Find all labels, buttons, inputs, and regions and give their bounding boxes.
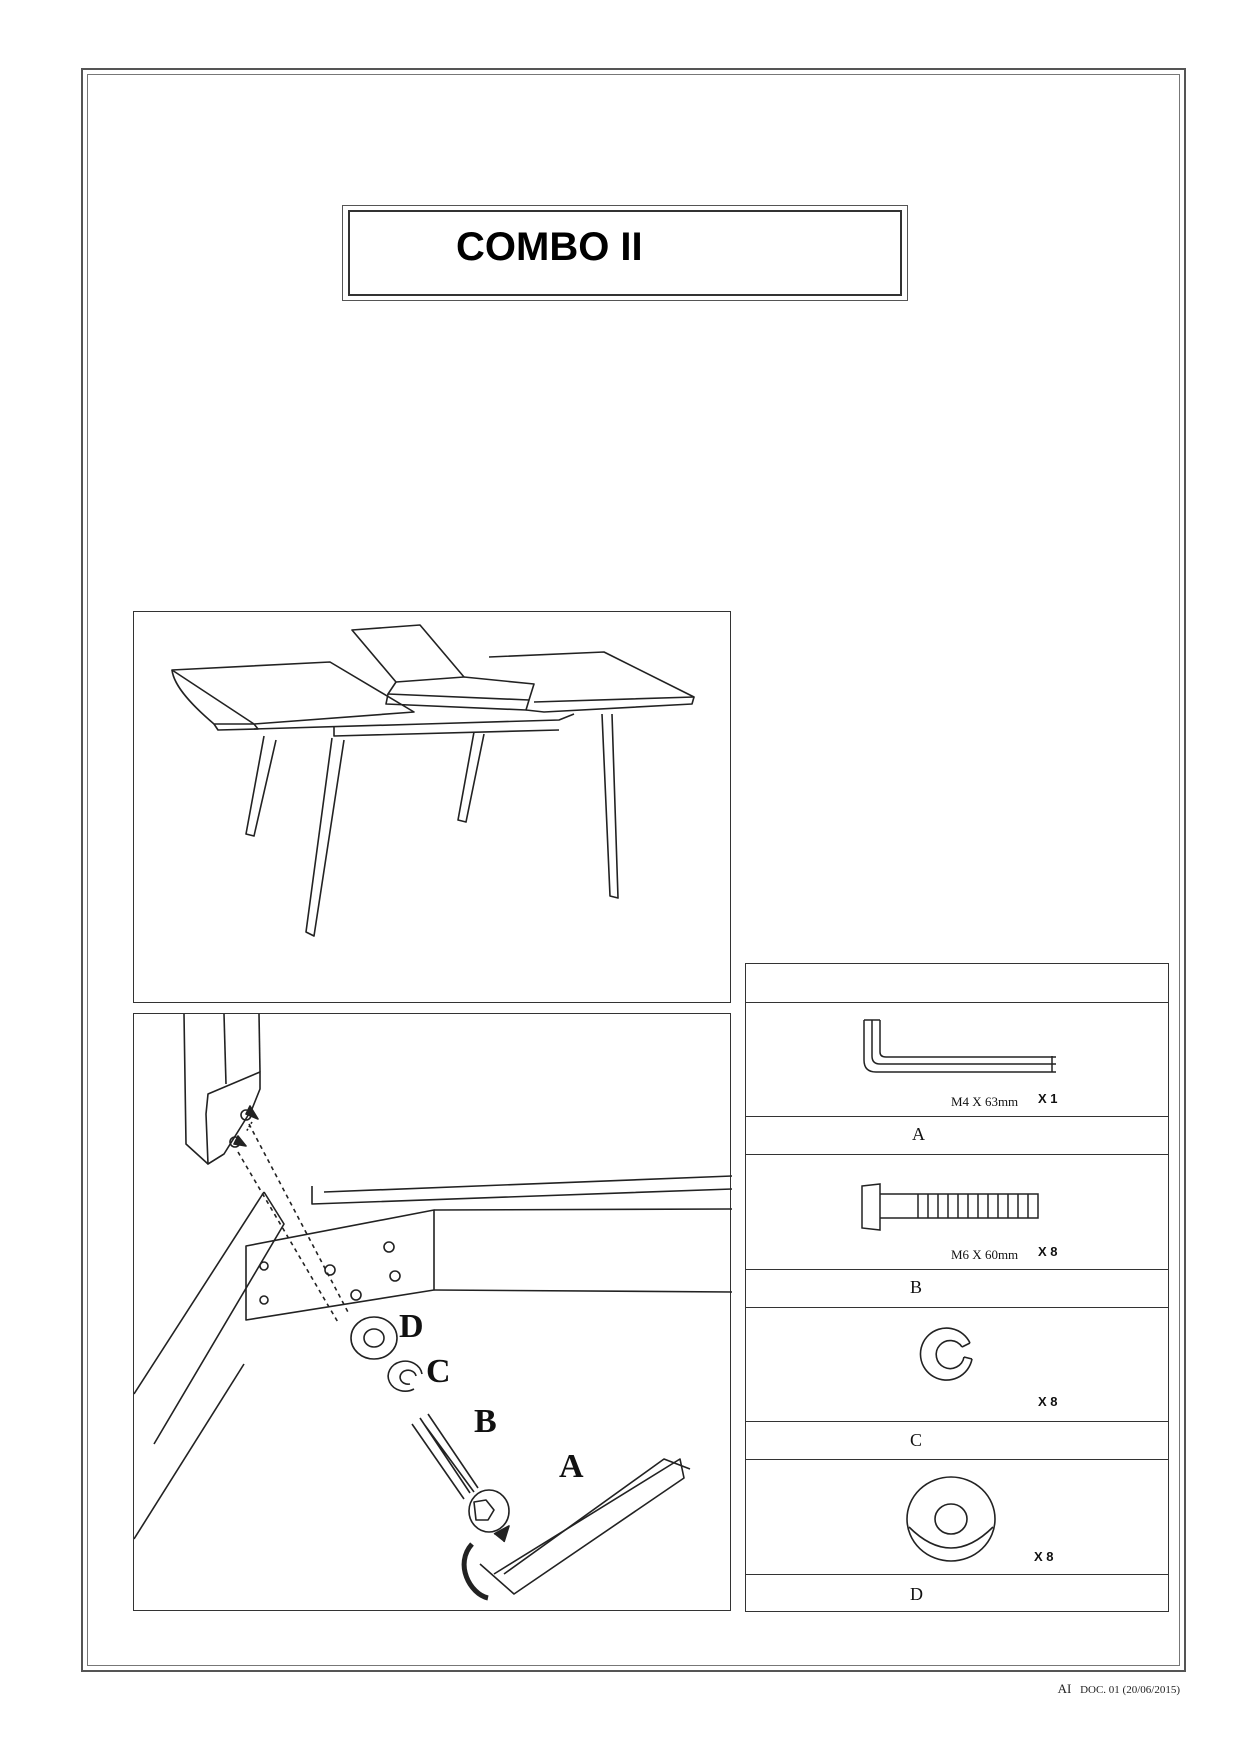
part-b-qty: X 8 <box>1038 1244 1058 1259</box>
flat-washer-icon <box>901 1469 1001 1569</box>
footer-code: AI <box>1057 1681 1072 1696</box>
part-a-spec: M4 X 63mm <box>951 1094 1019 1109</box>
part-b-label: B <box>910 1277 923 1297</box>
allen-key-icon <box>856 1016 1056 1076</box>
part-d-label: D <box>910 1584 923 1604</box>
spring-washer-icon <box>916 1319 996 1399</box>
footer <box>1058 1681 1180 1697</box>
document-title: COMBO II <box>456 225 643 269</box>
part-d-qty: X 8 <box>1034 1549 1054 1564</box>
callout-c: C <box>426 1353 451 1390</box>
parts-list <box>745 963 1169 1612</box>
callout-d: D <box>399 1308 424 1345</box>
assembly-detail-panel <box>133 1013 731 1611</box>
part-c-label: C <box>910 1430 923 1450</box>
leg-assembly-illustration <box>134 1014 732 1612</box>
part-a-label: A <box>912 1124 925 1144</box>
part-a-qty: X 1 <box>1038 1091 1058 1106</box>
footer-doc: DOC. 01 (20/06/2015) <box>1080 1684 1180 1696</box>
bolt-icon <box>858 1180 1048 1236</box>
extendable-table-illustration <box>134 612 732 1004</box>
part-b-spec: M6 X 60mm <box>951 1247 1019 1262</box>
callout-b: B <box>474 1403 497 1440</box>
callout-a: A <box>559 1448 584 1485</box>
table-overview-panel <box>133 611 731 1003</box>
part-c-qty: X 8 <box>1038 1394 1058 1409</box>
